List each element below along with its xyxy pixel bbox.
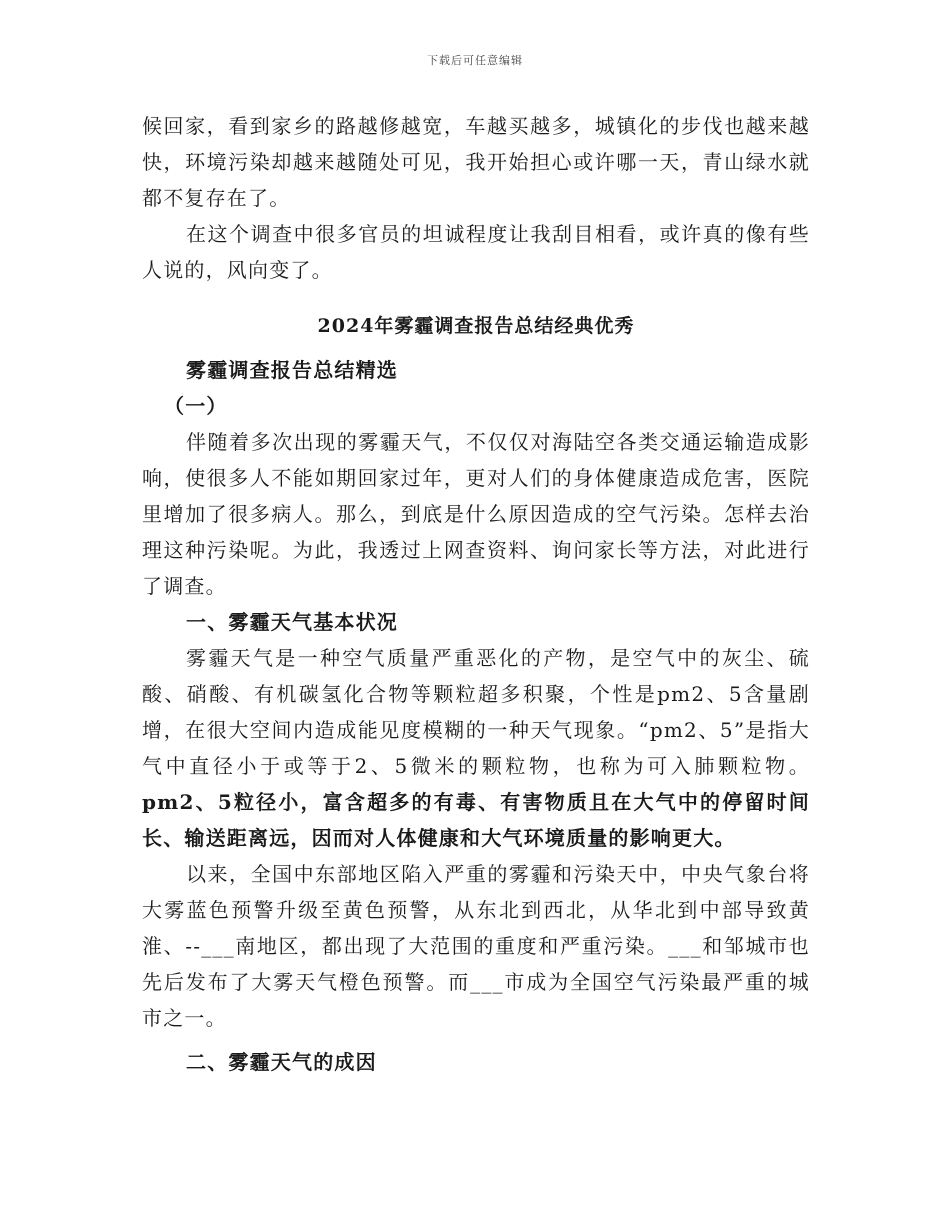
page-header: 下载后可任意编辑: [427, 54, 523, 67]
paragraph-since: 以来，全国中东部地区陷入严重的雾霾和污染天中，中央气象台将大雾蓝色预警升级至黄色预警，从东北到西北，从华北到中部导致黄淮、--___南地区，都出现了大范围的重度和严重污染。___和邹城市也先后发布了大雾天气橙色预警。而___市成为全国空气污染最严重的城市之一。: [142, 862, 810, 1030]
subtitle: 雾霾调查报告总结精选: [186, 358, 398, 382]
paragraph-smog-bold: pm2、5粒径小，富含超多的有毒、有害物质且在大气中的停留时间长、输送距离远，因而对人体健康和大气环境质量的影响更大。: [142, 790, 810, 850]
section-number: （一）: [164, 394, 228, 418]
paragraph-smog: [142, 640, 810, 856]
paragraph-officials: 在这个调查中很多官员的坦诚程度让我刮目相看，或许真的像有些人说的，风向变了。: [142, 222, 810, 282]
heading-basic-status: 一、雾霾天气基本状况: [186, 610, 398, 634]
paragraph-intro: 候回家，看到家乡的路越修越宽，车越买越多，城镇化的步伐也越来越快，环境污染却越来越随处可见，我开始担心或许哪一天，青山绿水就都不复存在了。: [142, 114, 810, 210]
document-body: [142, 108, 810, 1080]
heading-causes: 二、雾霾天气的成因: [186, 1050, 377, 1074]
document-title: 2024年雾霾调查报告总结经典优秀: [317, 315, 635, 337]
paragraph-accompany: 伴随着多次出现的雾霾天气，不仅仅对海陆空各类交通运输造成影响，使很多人不能如期回家过年，更对人们的身体健康造成危害，医院里增加了很多病人。那么，到底是什么原因造成的空气污染。怎样去治理这种污染呢。为此，我透过上网查资料、询问家长等方法，对此进行了调查。: [142, 430, 810, 598]
paragraph-smog-normal: 雾霾天气是一种空气质量严重恶化的产物，是空气中的灰尘、硫酸、硝酸、有机碳氢化合物等颗粒超多积聚，个性是pm2、5含量剧增，在很大空间内造成能见度模糊的一种天气现象。“pm2、5”是指大气中直径小于或等于2、5微米的颗粒物，也称为可入肺颗粒物。: [142, 646, 810, 778]
